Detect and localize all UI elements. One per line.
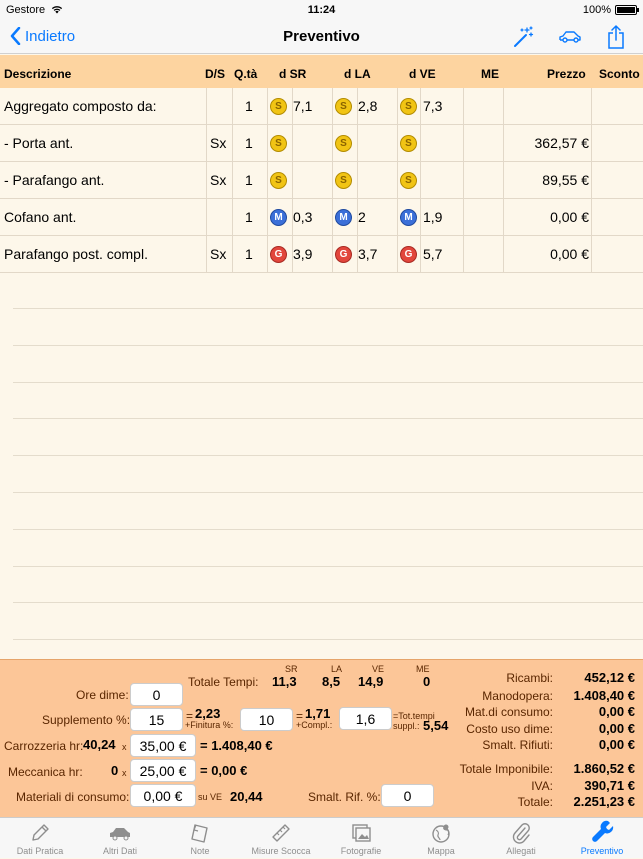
cell-descrizione: Cofano ant. [4,209,77,225]
estimate-table [0,88,643,273]
time-type-coin-icon: S [335,172,352,189]
column-divider [397,236,398,272]
time-type-coin-icon: S [335,98,352,115]
materiali-input[interactable]: 0,00 € [130,784,196,807]
materiali-label: Materiali di consumo: [16,790,130,804]
column-divider [206,199,207,235]
cell-ds: Sx [210,172,227,188]
column-divider [232,199,233,235]
tab-label: Allegati [506,846,536,856]
tab-label: Dati Pratica [16,846,64,856]
column-divider [357,162,358,198]
coin-cell [400,162,417,198]
times-1: x [122,742,127,752]
cell-ds: Sx [210,246,227,262]
column-divider [397,162,398,198]
iva-value: 390,71 € [584,778,635,793]
col-me: ME [481,67,499,81]
tab-fotografie[interactable] [321,818,401,859]
col-qta: Q.tà [234,67,258,81]
col-dve: d VE [409,67,436,81]
empty-row-line [13,382,643,383]
column-divider [420,125,421,161]
wrench-icon [590,820,614,844]
navigation-bar [0,20,643,54]
share-icon [607,25,625,49]
cell-qta: 1 [245,98,253,114]
summary-panel [0,659,643,817]
column-divider [206,88,207,124]
finitura-label: +Finitura %: [185,720,234,730]
battery-percent: 100% [582,4,611,16]
coin-cell [335,236,352,272]
magic-wand-button[interactable] [510,24,536,50]
empty-row-line [13,418,643,419]
car-icon [558,29,582,45]
column-divider [232,162,233,198]
column-divider [463,162,464,198]
battery-icon [615,5,637,15]
cell-dsr: 0,3 [293,209,313,225]
times-2: x [122,768,127,778]
time-type-coin-icon: S [400,172,417,189]
column-divider [397,199,398,235]
pencil-icon [29,822,51,844]
manodopera-label: Manodopera: [482,689,553,703]
cell-prezzo: 89,55 € [542,172,589,188]
column-divider [463,236,464,272]
time-type-coin-icon: G [270,246,287,263]
suppl-value: 5,54 [423,718,449,733]
supplemento-label: Supplemento %: [42,713,131,727]
costouso-value: 0,00 € [598,721,635,736]
time-type-coin-icon: S [270,135,287,152]
column-divider [591,236,592,272]
col-dla: d LA [344,67,371,81]
ricambi-value: 452,12 € [584,670,635,685]
time-type-coin-icon: G [400,246,417,263]
back-label: Indietro [25,27,76,45]
car-icon [108,822,132,844]
empty-row-line [13,492,643,493]
time-type-coin-icon: S [335,135,352,152]
cell-qta: 1 [245,135,253,151]
cell-prezzo: 362,57 € [534,135,589,151]
cell-dve: 7,3 [423,98,443,114]
manodopera-value: 1.408,40 € [573,688,635,703]
column-divider [267,88,268,124]
cell-dla: 2,8 [358,98,378,114]
matconsumo-label: Mat.di consumo: [464,705,553,719]
time-type-coin-icon: S [270,98,287,115]
coin-cell [270,162,287,198]
time-type-coin-icon: M [400,209,417,226]
empty-row-line [13,639,643,640]
imponibile-value: 1.860,52 € [573,761,635,776]
supplemento-input[interactable]: 15 [130,708,183,731]
column-divider [267,125,268,161]
cell-descrizione: - Parafango ant. [4,172,105,188]
column-divider [267,236,268,272]
tab-misure-scocca[interactable] [240,818,322,859]
column-divider [357,125,358,161]
cell-dla: 3,7 [358,246,378,262]
column-divider [206,236,207,272]
chevron-left-icon [10,27,21,45]
cell-descrizione: Parafango post. compl. [4,246,148,262]
column-divider [591,199,592,235]
meccanica-total: = 0,00 € [200,763,248,778]
magic-wand-icon [512,26,534,48]
tab-allegati[interactable] [481,818,561,859]
table-row[interactable] [0,88,643,125]
tab-label: Misure Scocca [251,846,311,856]
tab-mappa[interactable] [401,818,481,859]
time-type-coin-icon: M [335,209,352,226]
tab-dati-pratica[interactable] [0,818,80,859]
cell-prezzo: 0,00 € [550,246,589,262]
col-prezzo: Prezzo [547,67,586,81]
note-icon [189,822,211,844]
ore-dime-input[interactable]: 0 [130,683,183,706]
su-ve-label: su VE [198,792,223,802]
meccanica-rate-input[interactable]: 25,00 € [130,759,196,782]
page-title: Preventivo [283,28,360,45]
tab-label: Preventivo [580,846,624,856]
tab-label: Mappa [427,846,455,856]
tab-bar [0,817,643,858]
battery-indicator [583,4,637,16]
tempi-sr-value: 11,3 [272,674,297,689]
cell-dsr: 7,1 [293,98,313,114]
column-divider [267,199,268,235]
cell-dla: 2 [358,209,366,225]
car-button[interactable] [556,24,584,50]
carrozzeria-total: = 1.408,40 € [200,738,273,753]
time-type-coin-icon: S [400,98,417,115]
time-type-coin-icon: M [270,209,287,226]
coin-cell [400,199,417,235]
column-divider [206,125,207,161]
globe-icon [430,822,452,844]
compl-label: +Compl.: [296,720,333,730]
column-divider [591,162,592,198]
coin-cell [335,88,352,124]
tempi-la-label: LA [331,664,343,674]
smalt-rif-input[interactable]: 0 [381,784,434,807]
column-divider [463,88,464,124]
smaltrif-label: Smalt. Rifiuti: [482,738,553,752]
smaltrif-value: 0,00 € [598,737,635,752]
column-divider [206,162,207,198]
column-divider [463,199,464,235]
imponibile-label: Totale Imponibile: [459,762,553,776]
column-divider [332,236,333,272]
col-descrizione: Descrizione [4,67,72,81]
table-row[interactable] [0,125,643,162]
time-type-coin-icon: G [335,246,352,263]
coin-cell [335,199,352,235]
coin-cell [335,125,352,161]
empty-row-line [13,345,643,346]
coin-cell [270,236,287,272]
column-divider [503,199,504,235]
table-row[interactable] [0,236,643,273]
carrozzeria-label: Carrozzeria hr: [4,739,84,753]
tempi-me-label: ME [416,664,430,674]
col-ds: D/S [205,67,226,81]
column-divider [420,199,421,235]
column-divider [232,125,233,161]
cell-descrizione: Aggregato composto da: [4,98,157,114]
ruler-icon [270,822,292,844]
cell-qta: 1 [245,246,253,262]
tab-note[interactable] [160,818,240,859]
carrozzeria-hours: 40,24 [83,737,116,752]
compl-input[interactable]: 1,6 [339,707,392,730]
column-divider [463,125,464,161]
column-divider [591,125,592,161]
share-button[interactable] [603,24,629,50]
back-button[interactable] [10,27,75,45]
table-row[interactable] [0,162,643,199]
status-bar [0,0,643,20]
coin-cell [400,125,417,161]
cell-qta: 1 [245,172,253,188]
coin-cell [270,199,287,235]
carrozzeria-rate-input[interactable]: 35,00 € [130,734,196,757]
coin-cell [400,88,417,124]
su-ve-value: 20,44 [230,789,263,804]
empty-row-line [13,529,643,530]
cell-prezzo: 0,00 € [550,209,589,225]
column-divider [332,125,333,161]
column-divider [397,88,398,124]
equals-1: = [186,709,194,723]
time-type-coin-icon: S [270,172,287,189]
cell-dve: 1,9 [423,209,443,225]
table-row[interactable] [0,199,643,236]
tab-label: Altri Dati [102,846,137,856]
carrier-label: Gestore [6,4,63,16]
column-divider [267,162,268,198]
col-sconto: Sconto [599,67,640,81]
time-type-coin-icon: S [400,135,417,152]
tab-label: Fotografie [340,846,382,856]
cell-ds: Sx [210,135,227,151]
tempi-ve-value: 14,9 [358,674,384,689]
empty-row-line [13,308,643,309]
totale-value: 2.251,23 € [573,794,635,809]
equals-2: = [296,709,304,723]
tempi-sr-label: SR [285,664,298,674]
totale-label: Totale: [517,795,553,809]
tempi-la-value: 8,5 [322,674,341,689]
coin-cell [400,236,417,272]
coin-cell [335,162,352,198]
supplemento-result: 2,23 [195,706,221,721]
tempi-me-value: 0 [423,674,431,689]
table-header [0,55,643,88]
column-divider [397,125,398,161]
empty-row-line [13,602,643,603]
tempi-ve-label: VE [372,664,385,674]
column-divider [591,88,592,124]
column-divider [332,88,333,124]
tab-label: Note [190,846,210,856]
col-dsr: d SR [279,67,307,81]
column-divider [232,236,233,272]
column-divider [503,236,504,272]
tot-tempi-label: =Tot.tempi [393,711,435,721]
cell-dsr: 3,9 [293,246,313,262]
column-divider [332,162,333,198]
meccanica-label: Meccanica hr: [8,765,83,779]
smalt-rif-label: Smalt. Rif. %: [308,790,381,804]
meccanica-hours: 0 [111,763,119,778]
empty-row-line [13,455,643,456]
column-divider [420,162,421,198]
iva-label: IVA: [531,779,553,793]
totale-tempi-label: Totale Tempi: [188,675,259,689]
ricambi-label: Ricambi: [506,671,553,685]
column-divider [232,88,233,124]
column-divider [503,125,504,161]
column-divider [420,88,421,124]
matconsumo-value: 0,00 € [598,704,635,719]
column-divider [420,236,421,272]
costouso-label: Costo uso dime: [466,722,553,736]
tab-preventivo[interactable] [561,818,643,859]
column-divider [292,162,293,198]
column-divider [332,199,333,235]
coin-cell [270,125,287,161]
finitura-result: 1,71 [305,706,331,721]
finitura-input[interactable]: 10 [240,708,293,731]
column-divider [503,88,504,124]
coin-cell [270,88,287,124]
ore-dime-label: Ore dime: [76,688,129,702]
cell-dve: 5,7 [423,246,443,262]
suppl-label: suppl.: [393,721,420,731]
column-divider [503,162,504,198]
paperclip-icon [510,822,532,844]
cell-qta: 1 [245,209,253,225]
empty-row-line [13,566,643,567]
tab-altri-dati[interactable] [80,818,160,859]
cell-descrizione: - Porta ant. [4,135,74,151]
photos-icon [350,822,372,844]
clock: 11:24 [307,4,336,16]
column-divider [292,125,293,161]
